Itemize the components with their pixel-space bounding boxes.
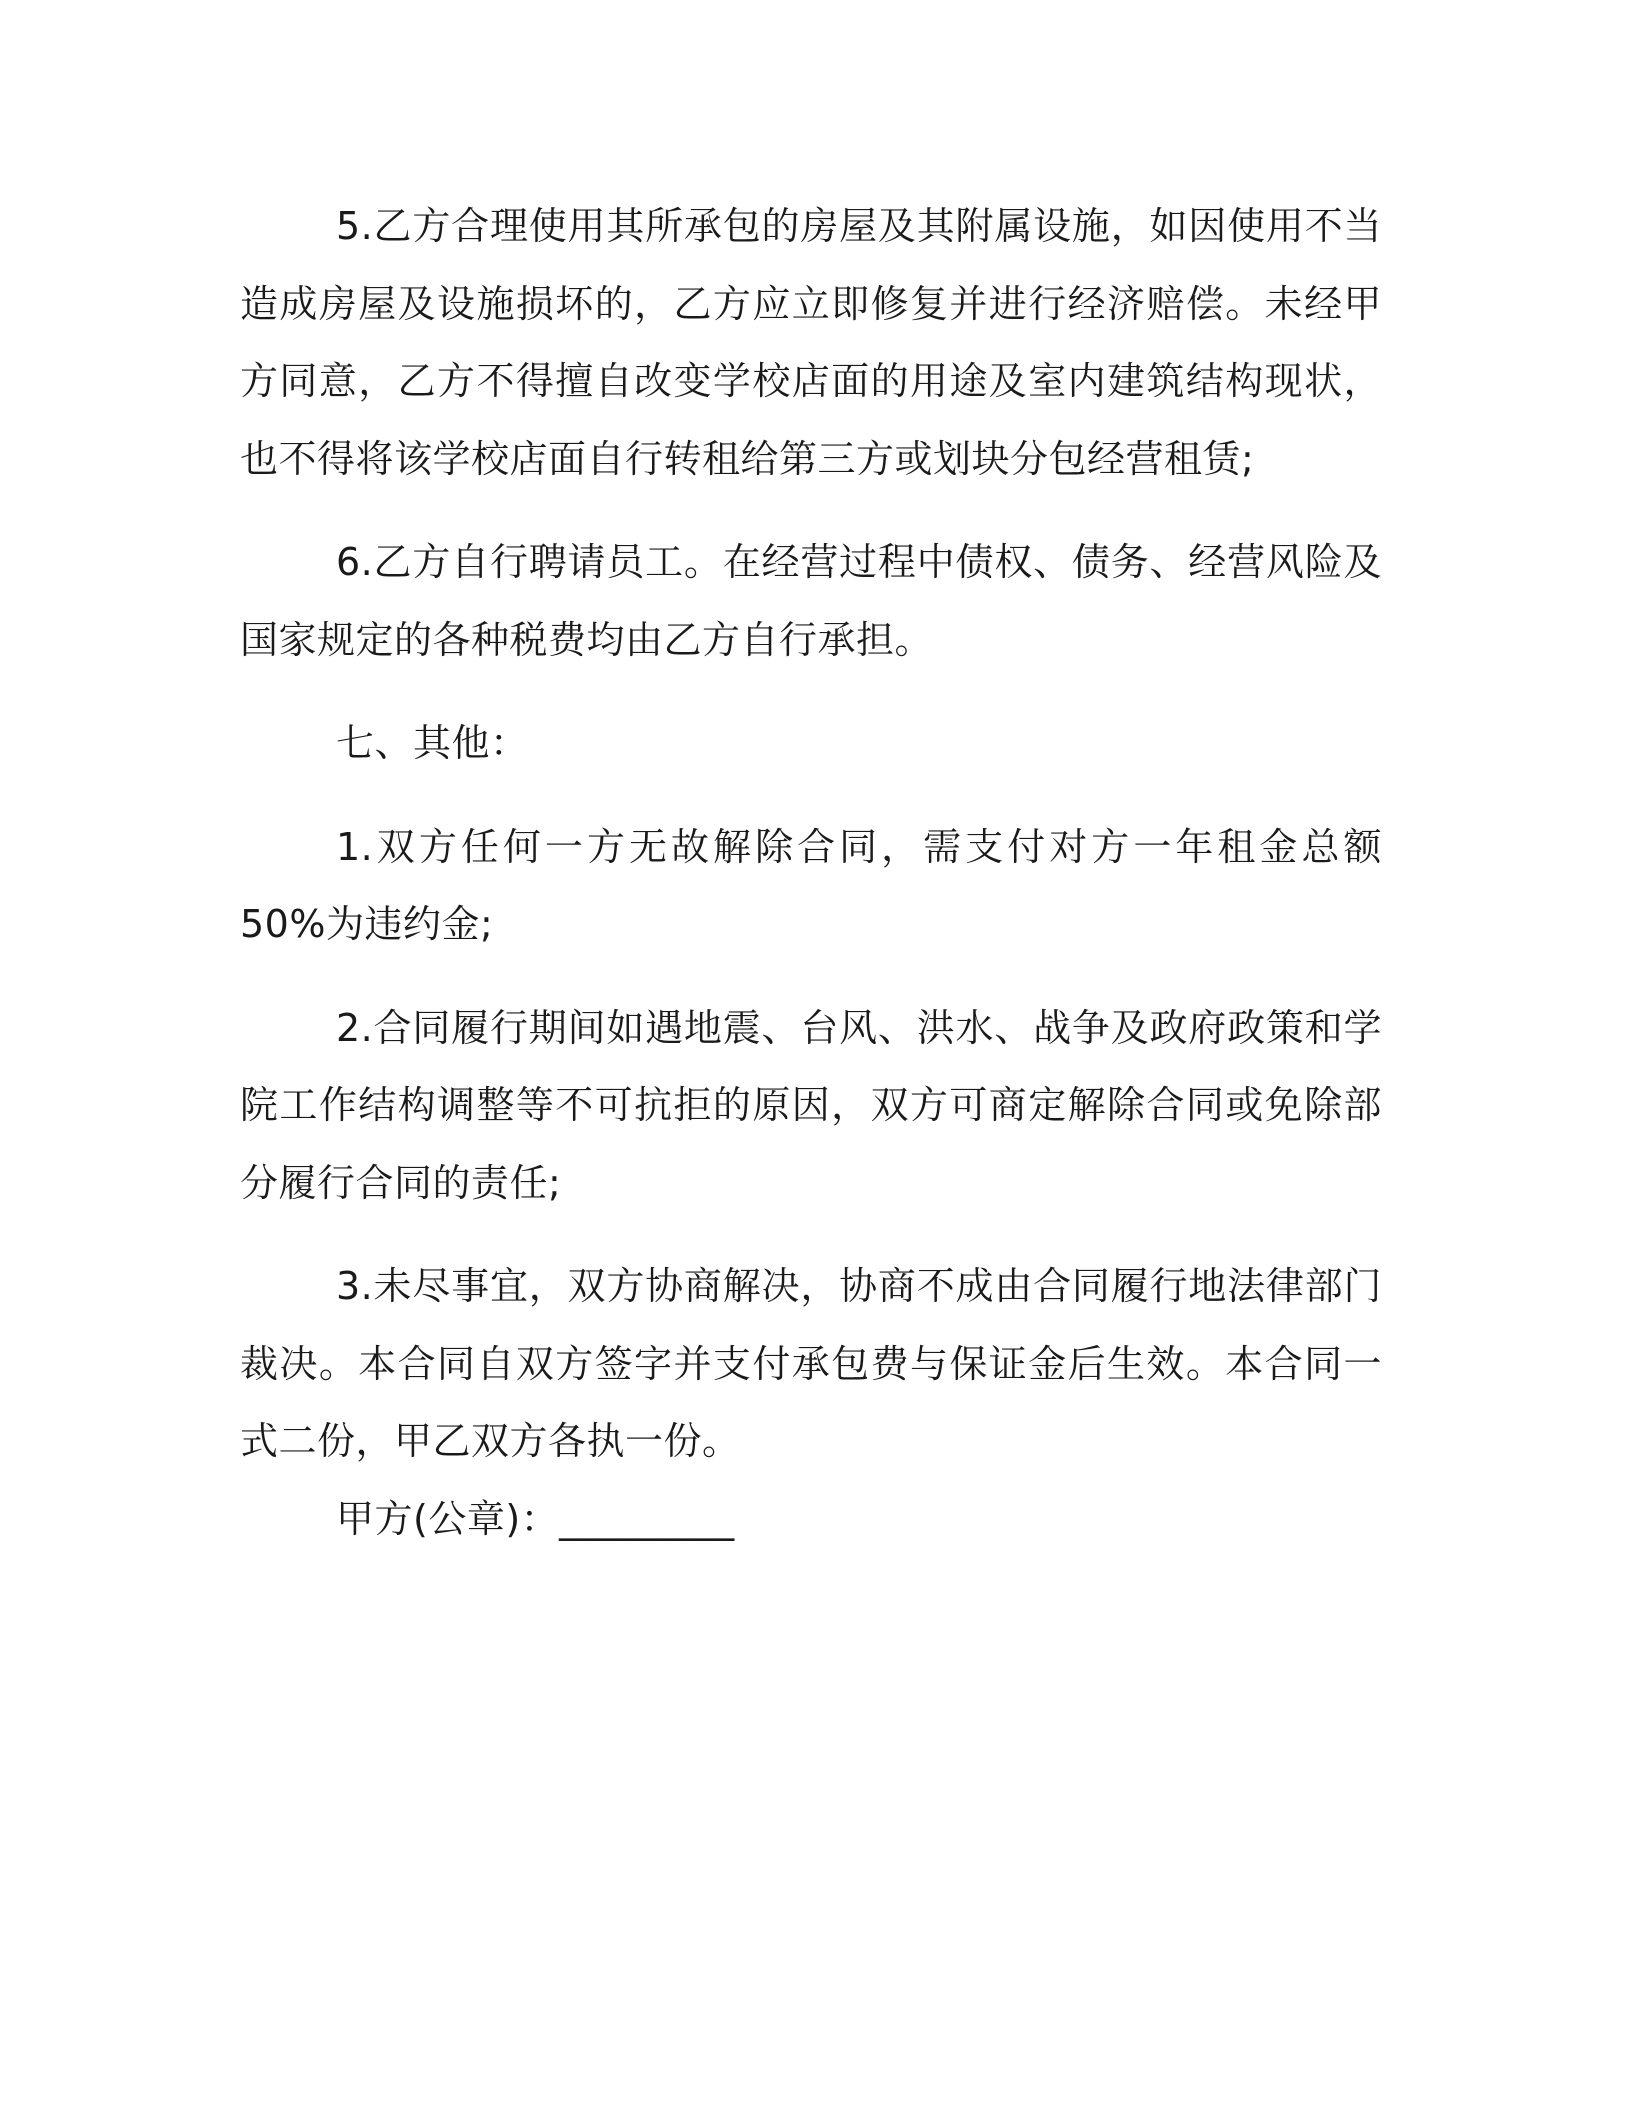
document-body: [240, 188, 1382, 1558]
clause-5-paragraph: 5.乙方合理使用其所承包的房屋及其附属设施，如因使用不当造成房屋及设施损坏的，乙方应立即修复并进行经济赔偿。未经甲方同意，乙方不得擅自改变学校店面的用途及室内建筑结构现状，也不得将该学校店面自行转租给第三方或划块分包经营租赁;: [240, 204, 1382, 481]
clause-6-paragraph: 6.乙方自行聘请员工。在经营过程中债权、债务、经营风险及国家规定的各种税费均由乙方自行承担。: [240, 540, 1382, 662]
party-a-signature-line: 甲方(公章)：_________: [336, 1496, 735, 1541]
clause-2-paragraph: 2.合同履行期间如遇地震、台风、洪水、战争及政府政策和学院工作结构调整等不可抗拒的原因，双方可商定解除合同或免除部分履行合同的责任;: [240, 1005, 1382, 1205]
clause-1-paragraph: 1.双方任何一方无故解除合同，需支付对方一年租金总额 50%为违约金;: [240, 824, 1382, 946]
section-7-heading: 七、其他：: [336, 721, 529, 765]
clause-3-paragraph: 3.未尽事宜，双方协商解决，协商不成由合同履行地法律部门裁决。本合同自双方签字并支付承包费与保证金后生效。本合同一式二份，甲乙双方各执一份。: [240, 1264, 1382, 1463]
